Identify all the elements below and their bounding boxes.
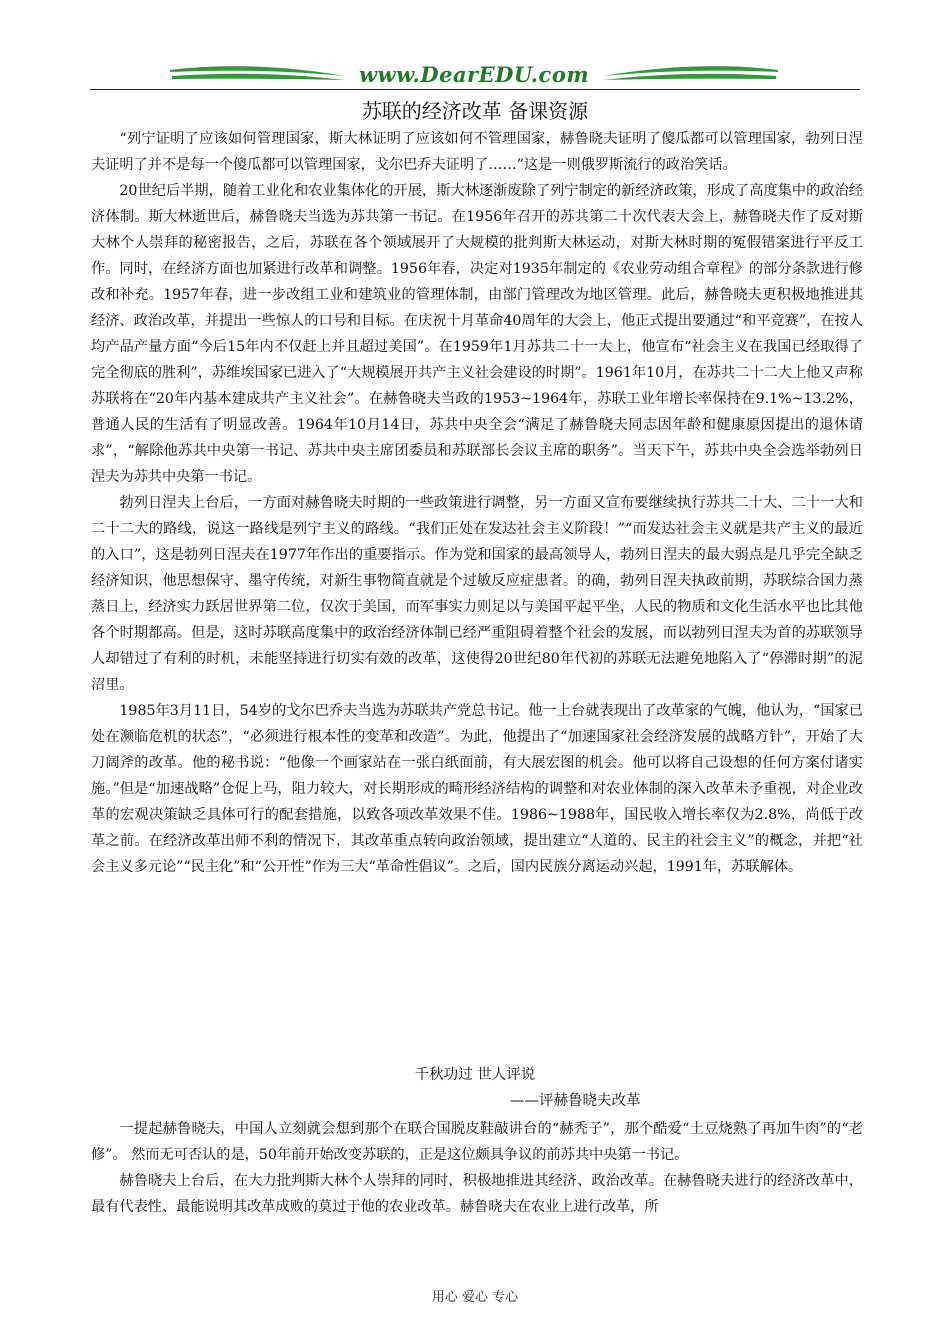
section-subtitle: ——评赫鲁晓夫改革 xyxy=(510,1093,641,1109)
paragraph: 赫鲁晓夫上台后，在大力批判斯大林个人崇拜的同时，积极地推进其经济、政治改革。在赫鲁晓夫进行的经济改革中，最有代表性、最能说明其改革成败的莫过于他的农业改革。赫鲁晓夫在农业上进行改革，所 xyxy=(91,1173,863,1215)
site-logo[interactable]: www.DearEDU.com xyxy=(358,62,590,87)
paragraph: 1985年3月11日，54岁的戈尔巴乔夫当选为苏联共产党总书记。他一上台就表现出了改革家的气魄，他认为，“国家已处在濒临危机的状态”，“必须进行根本性的变革和改造”。为此，他提出了“加速国家社会经济发展的战略方针”，开始了大刀阔斧的改革。他的秘书说：“他像一个画家站在一张白纸面前，有大展宏图的机会。他可以将自己设想的任何方案付诸实施。”但是“加速战略”仓促上马，阻力较大，对长期形成的畸形经济结构的调整和对农业体制的深入改革未予重视，对企业改革的宏观决策缺乏具体可行的配套措施，以致各项改革效果不佳。1986~1988年，国民收入增长率仅为2.8%，尚低于改革之前。在经济改革出师不利的情况下，其改革重点转向政治领域，提出建立“人道的、民主的社会主义”的概念，并把“社会主义多元论”“民主化”和“公开性”作为三大“革命性倡议”。之后，国内民族分离运动兴起，1991年，苏联解体。 xyxy=(91,703,863,875)
paragraph: “列宁证明了应该如何管理国家，斯大林证明了应该如何不管理国家，赫鲁晓夫证明了傻瓜都可以管理国家，勃列日涅夫证明了并不是每一个傻瓜都可以管理国家，戈尔巴乔夫证明了……”这是一则俄罗斯流行的政治笑话。 xyxy=(91,131,863,173)
section-body xyxy=(91,1116,863,1220)
header-rule xyxy=(90,89,860,90)
paragraph: 一提起赫鲁晓夫，中国人立刻就会想到那个在联合国脱皮鞋敲讲台的“赫秃子”，那个酷爱“土豆烧熟了再加牛肉”的“老修”。 然而无可否认的是，50年前开始改变苏联的，正是这位颇具争议的前苏共中央第一书记。 xyxy=(91,1121,863,1163)
section-title: 千秋功过 世人评说 xyxy=(414,1067,536,1083)
paragraph: 勃列日涅夫上台后，一方面对赫鲁晓夫时期的一些政策进行调整，另一方面又宣布要继续执行苏共二十大、二十一大和二十二大的路线，说这一路线是列宁主义的路线。“我们正处在发达社会主义阶段！”“而发达社会主义就是共产主义的最近的入口”，这是勃列日涅夫在1977年作出的重要指示。作为党和国家的最高领导人，勃列日涅夫的最大弱点是几乎完全缺乏经济知识，他思想保守、墨守传统，对新生事物简直就是个过敏反应症患者。的确，勃列日涅夫执政前期，苏联综合国力蒸蒸日上，经济实力跃居世界第二位，仅次于美国，而军事实力则足以与美国平起平坐，人民的物质和文化生活水平也比其他各个时期都高。但是，这时苏联高度集中的政治经济体制已经严重阻碍着整个社会的发展，而以勃列日涅夫为首的苏联领导人却错过了有利的时机，未能坚持进行切实有效的改革，这使得20世纪80年代初的苏联无法避免地陷入了“停滞时期”的泥沼里。 xyxy=(91,495,863,693)
site-header xyxy=(90,58,858,90)
page-footer: 用心 爱心 专心 xyxy=(431,1290,519,1305)
article-body xyxy=(91,126,863,880)
paragraph: 20世纪后半期，随着工业化和农业集体化的开展，斯大林逐渐废除了列宁制定的新经济政策，形成了高度集中的政治经济体制。斯大林逝世后，赫鲁晓夫当选为苏共第一书记。在1956年召开的苏共第二十次代表大会上，赫鲁晓夫作了反对斯大林个人崇拜的秘密报告，之后，苏联在各个领域展开了大规模的批判斯大林运动，对斯大林时期的冤假错案进行平反工作。同时，在经济方面也加紧进行改革和调整。1956年春，决定对1935年制定的《农业劳动组合章程》的部分条款进行修改和补充。1957年春，进一步改组工业和建筑业的管理体制，由部门管理改为地区管理。此后，赫鲁晓夫更积极地推进其经济、政治改革，并提出一些惊人的口号和目标。在庆祝十月革命40周年的大会上，他正式提出要通过“和平竞赛”，在按人均产品产量方面“今后15年内不仅赶上并且超过美国”。在1959年1月苏共二十一大上，他宣布“社会主义在我国已经取得了完全彻底的胜利”，苏维埃国家已进入了“大规模展开共产主义社会建设的时期”。1961年10月，在苏共二十二大上他又声称苏联将在“20年内基本建成共产主义社会”。在赫鲁晓夫当政的1953~1964年，苏联工业年增长率保持在9.1%~13.2%，普通人民的生活有了明显改善。1964年10月14日，苏共中央全会“满足了赫鲁晓夫同志因年龄和健康原因提出的退休请求”，“解除他苏共中央第一书记、苏共中央主席团委员和苏联部长会议主席的职务”。当天下午，苏共中央全会选举勃列日涅夫为苏共中央第一书记。 xyxy=(91,183,863,485)
page-title: 苏联的经济改革 备课资源 xyxy=(361,99,589,123)
